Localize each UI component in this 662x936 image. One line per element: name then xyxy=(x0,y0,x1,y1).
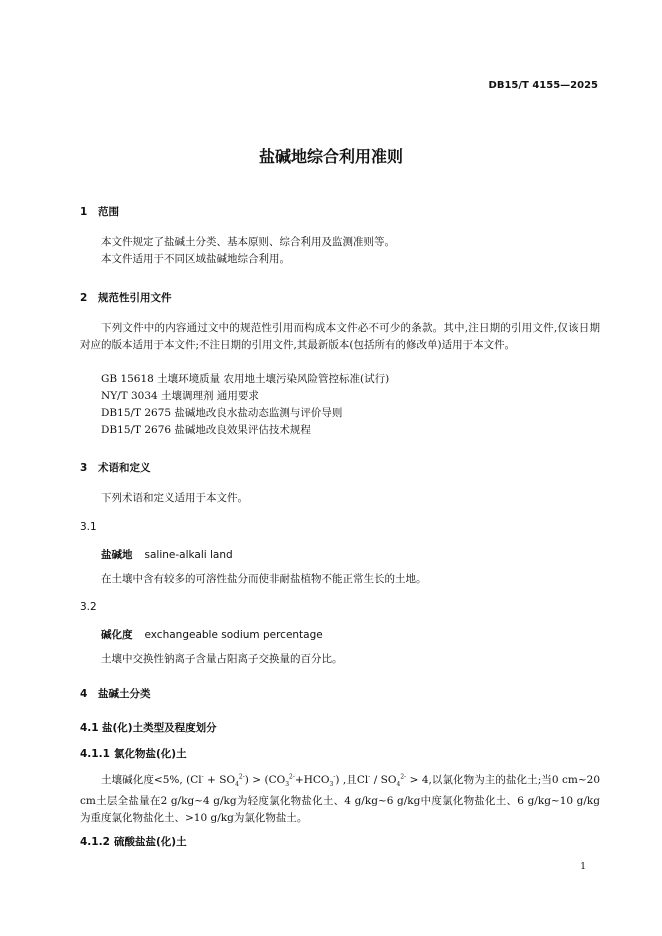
paragraph-text: ) ,且Cl xyxy=(335,774,369,786)
superscript: 2- xyxy=(400,773,407,781)
paragraph-text: +HCO xyxy=(294,774,330,786)
term-entry xyxy=(101,547,233,562)
paragraph-text: + SO xyxy=(203,774,236,786)
term-definition: 土壤中交换性钠离子含量占阳离子交换量的百分比。 xyxy=(101,653,343,665)
superscript: - xyxy=(368,773,371,781)
subsection-4-1-heading xyxy=(80,720,217,735)
superscript: - xyxy=(333,773,336,781)
reference-item: GB 15618 土壤环境质量 农用地土壤污染风险管控标准(试行) xyxy=(101,373,390,385)
subsection-number: 4.1.2 xyxy=(80,836,110,848)
section-number: 3 xyxy=(80,462,88,474)
reference-item: DB15/T 2676 盐碱地改良效果评估技术规程 xyxy=(101,424,311,436)
subscript: 4 xyxy=(396,781,401,789)
section-title: 规范性引用文件 xyxy=(98,292,172,304)
section-1-heading xyxy=(80,204,119,219)
section-4-heading xyxy=(80,686,151,701)
section-title: 范围 xyxy=(98,206,119,218)
subscript: 4 xyxy=(235,781,239,789)
subsection-4-1-2-heading xyxy=(80,834,187,849)
reference-item: NY/T 3034 土壤调理剂 通用要求 xyxy=(101,390,259,402)
document-title: 盐碱地综合利用准则 xyxy=(258,147,403,166)
reference-item: DB15/T 2675 盐碱地改良水盐动态监测与评价导则 xyxy=(101,407,343,419)
section-number: 4 xyxy=(80,688,88,700)
term-definition: 在土壤中含有较多的可溶性盐分而使非耐盐植物不能正常生长的土地。 xyxy=(101,573,427,585)
section-number: 2 xyxy=(80,292,88,304)
superscript: - xyxy=(201,773,204,781)
paragraph-text: 土壤碱化度<5%, (Cl xyxy=(101,774,202,786)
term-english: exchangeable sodium percentage xyxy=(144,629,323,641)
document-number: DB15/T 4155—2025 xyxy=(488,80,598,91)
paragraph-text: > 4,以氯化物为主的盐化土;当0 cm~20 cm土层全盐量在2 g/kg~4 g/kg为轻度氯化物盐化土、4 g/kg~6 g/kg中度氯化物盐化土、6 g/kg~10 g/kg为重度氯化物盐化土、>10 g/kg为氯化物盐土。 xyxy=(80,774,600,825)
subsection-4-1-1-heading xyxy=(80,746,187,761)
chloride-saline-soil-paragraph xyxy=(80,772,600,827)
term-number: 3.2 xyxy=(80,601,97,613)
subsection-number: 4.1 xyxy=(80,722,99,734)
term-number: 3.1 xyxy=(80,521,97,533)
section-2-heading xyxy=(80,290,172,305)
subscript: 3 xyxy=(329,781,334,789)
paragraph-text: ) > (CO xyxy=(244,774,286,786)
subsection-title: 氯化物盐(化)土 xyxy=(114,748,187,760)
page-number: 1 xyxy=(580,862,586,872)
term-english: saline-alkali land xyxy=(144,549,233,561)
superscript: 2- xyxy=(238,773,245,781)
term-chinese: 盐碱地 xyxy=(101,549,133,561)
section-1-paragraph-1: 本文件规定了盐碱土分类、基本原则、综合利用及监测准则等。 xyxy=(101,236,395,248)
section-3-intro: 下列术语和定义适用于本文件。 xyxy=(101,492,248,504)
section-title: 盐碱土分类 xyxy=(98,688,151,700)
section-3-heading xyxy=(80,460,151,475)
subsection-title: 盐(化)土类型及程度划分 xyxy=(102,722,217,734)
superscript: 2- xyxy=(289,773,295,781)
section-title: 术语和定义 xyxy=(98,462,151,474)
term-chinese: 碱化度 xyxy=(101,629,133,641)
paragraph-text: / SO xyxy=(370,774,397,786)
term-entry xyxy=(101,627,323,642)
section-1-paragraph-2: 本文件适用于不同区域盐碱地综合利用。 xyxy=(101,253,290,265)
section-number: 1 xyxy=(80,206,88,218)
subsection-title: 硫酸盐盐(化)土 xyxy=(114,836,187,848)
subsection-number: 4.1.1 xyxy=(80,748,110,760)
section-2-intro: 下列文件中的内容通过文中的规范性引用而构成本文件必不可少的条款。其中,注日期的引用文件,仅该日期对应的版本适用于本文件;不注日期的引用文件,其最新版本(包括所有的修改单)适用于本文件。 xyxy=(80,322,600,351)
subscript: 3 xyxy=(285,781,290,789)
